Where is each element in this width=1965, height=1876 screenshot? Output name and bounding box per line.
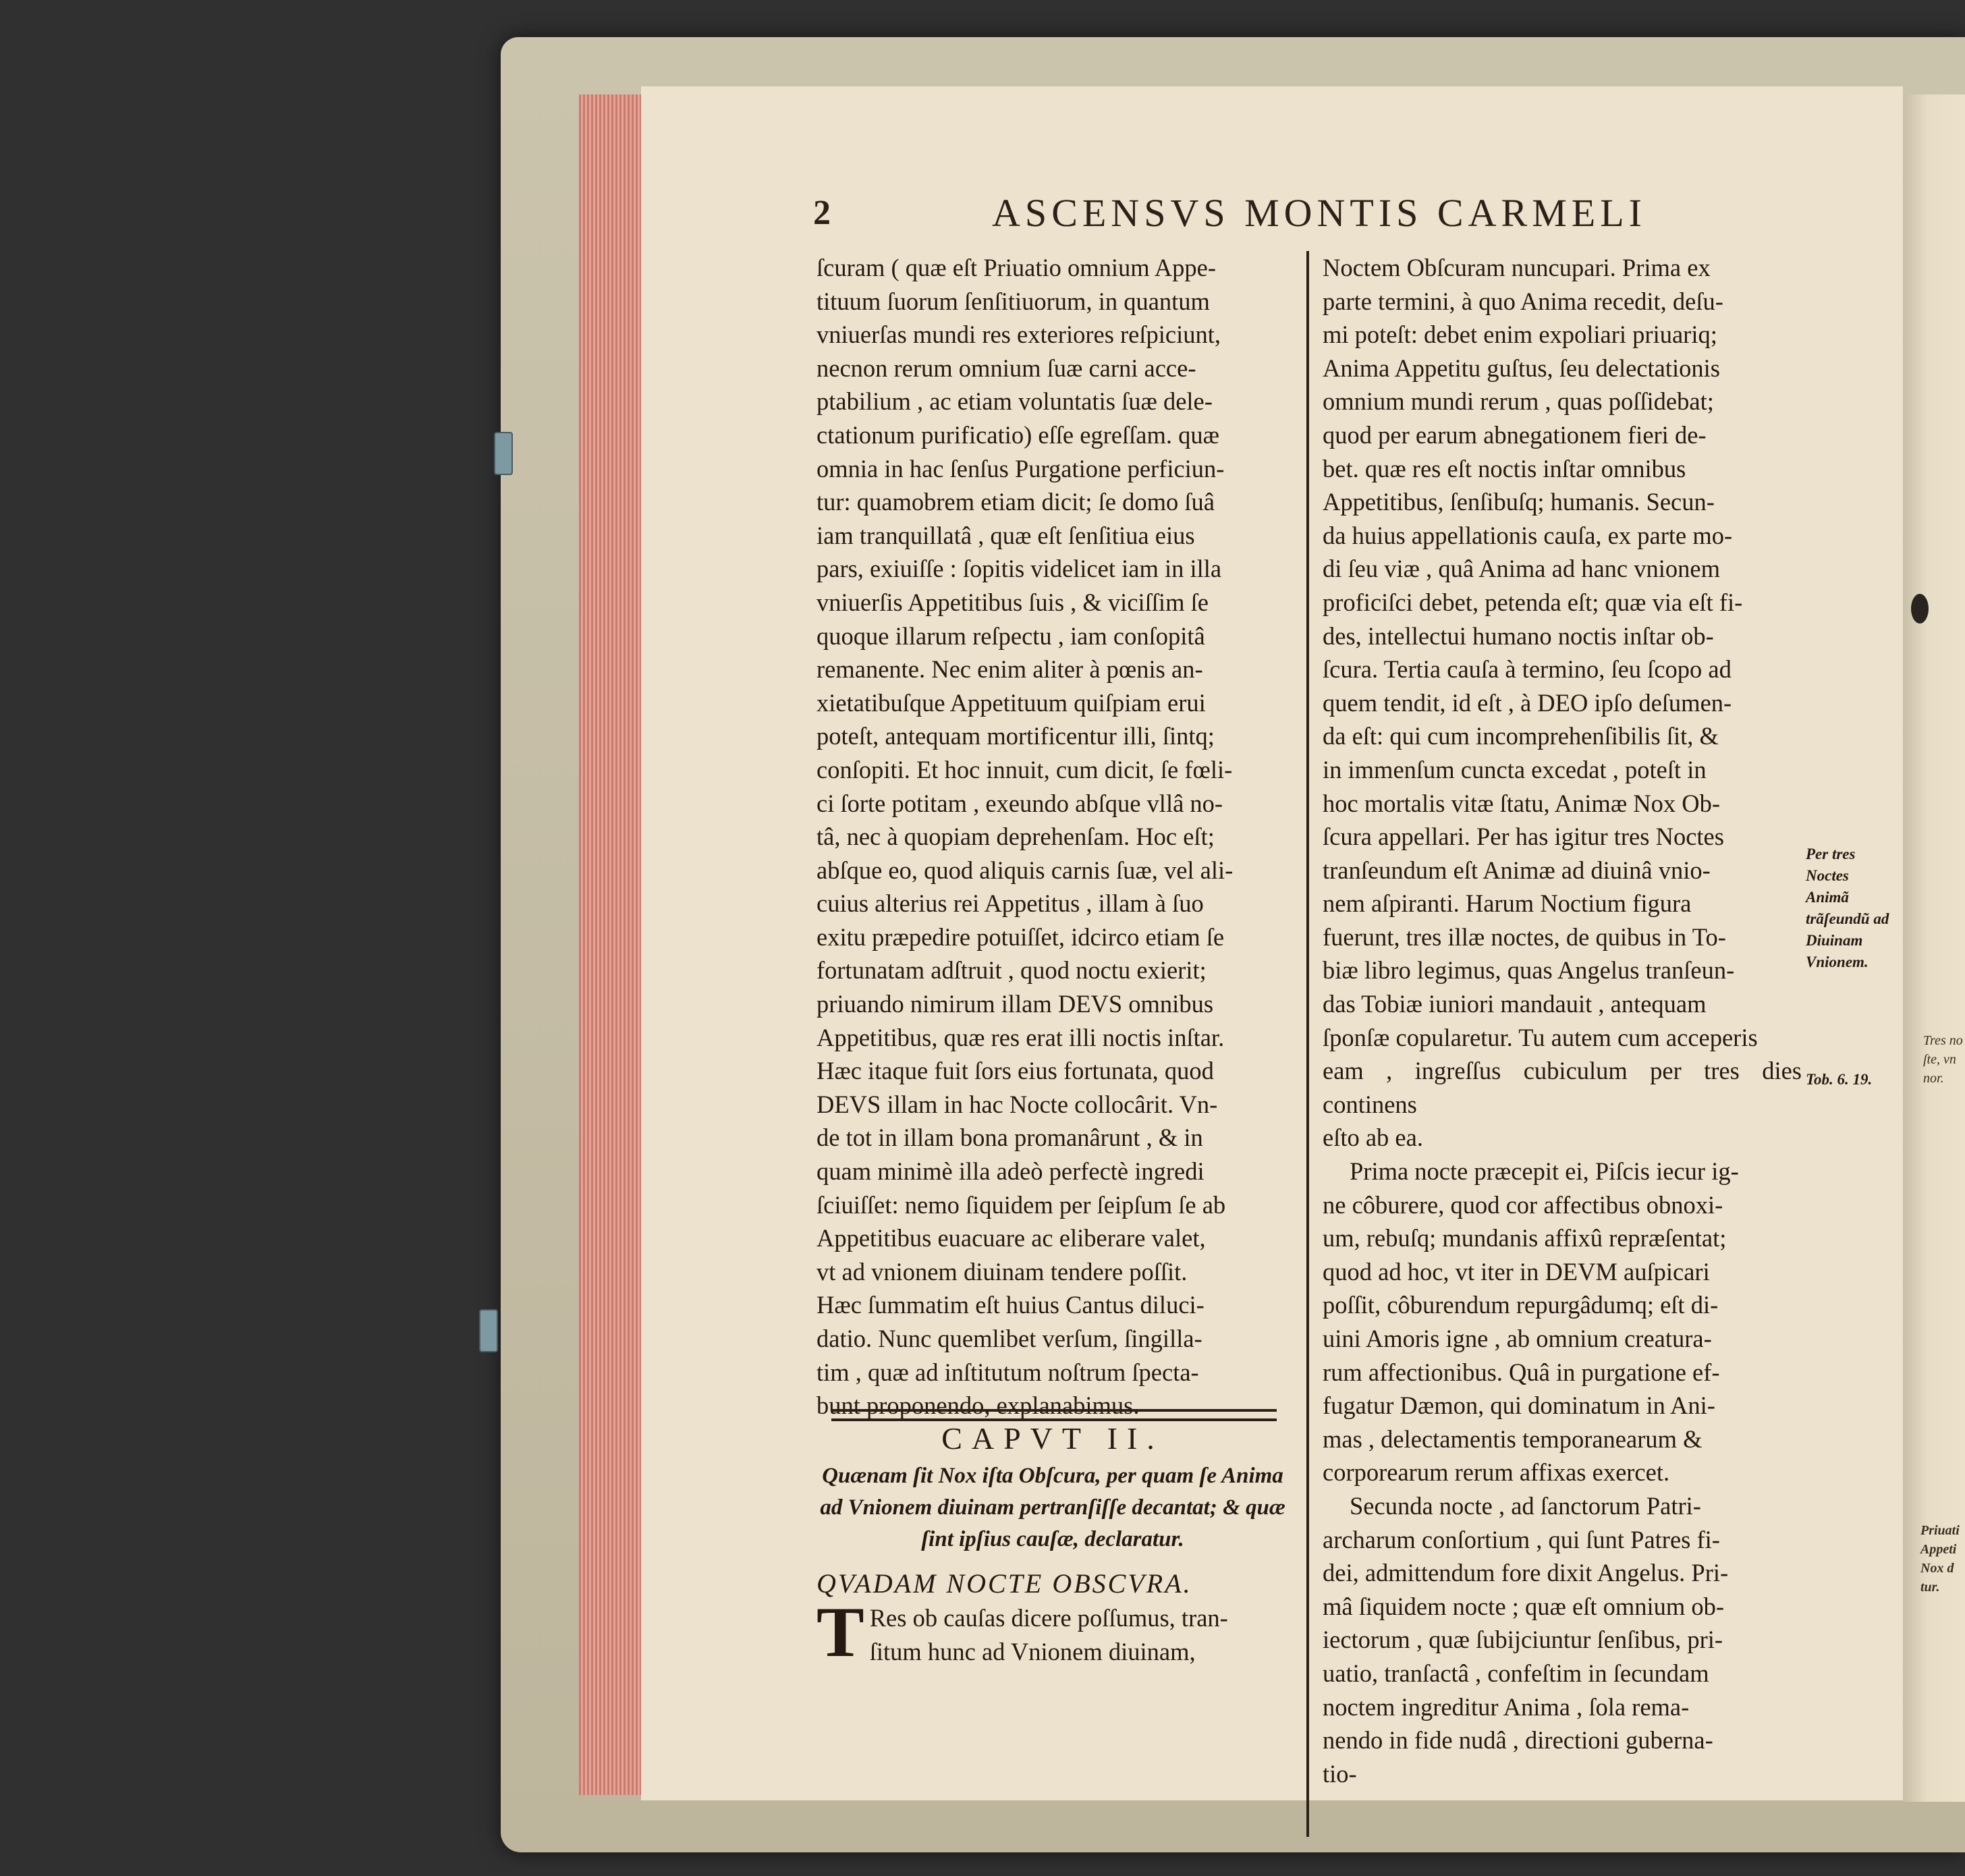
column-divider [1306,251,1309,1837]
text-line: ne côburere, quod cor affectibus obnoxi- [1323,1190,1723,1219]
text-line: ſcura appellari. Per has igitur tres Noctes [1323,823,1724,851]
text-line: tituum ſuorum ſenſitiuorum, in quantum [817,287,1210,315]
text-line: tim , quæ ad inſtitutum noſtrum ſpecta- [817,1358,1199,1386]
text-line: uini Amoris igne , ab omnium creatura- [1323,1325,1712,1352]
text-line: Noctem Obſcuram nuncupari. Prima ex [1323,254,1711,281]
text-line: necnon rerum omnium ſuæ carni acce- [817,354,1196,382]
chapter-title: CAPVT II. [941,1421,1164,1456]
text-line: tâ, nec à quopiam deprehenſam. Hoc eſt; [817,823,1215,851]
text-line: ci ſorte potitam , exeundo abſque vllâ no- [817,789,1223,817]
text-line: cuius alterius rei Appetitus , illam à ſuo [817,889,1204,918]
text-line: vniuerſas mundi res exteriores reſpiciunt, [817,321,1221,349]
text-line: archarum conſortium , qui ſunt Patres fi- [1323,1525,1720,1553]
right-text-column [1323,251,1802,1790]
text-line: abſque eo, quod aliquis carnis ſuæ, vel ali- [817,856,1234,884]
text-line: quam minimè illa adeò perfectè ingredi [817,1157,1205,1186]
margin-note-tobit-reference: Tob. 6. 19. [1806,1071,1873,1088]
text-line: dei, admittendum fore dixit Angelus. Pri- [1323,1559,1729,1587]
text-line: mas , delectamentis temporanearum & [1323,1425,1703,1453]
text-line: Anima Appetitu guſtus, ſeu delectationis [1323,354,1720,382]
text-line: conſopiti. Et hoc innuit, cum dicit, ſe fœli- [817,755,1233,783]
text-line: in immenſum cuncta excedat , poteſt in [1323,755,1707,783]
text-line: Prima nocte præcepit ei, Piſcis iecur ig- [1350,1157,1739,1186]
text-line: tur: quamobrem etiam dicit; ſe domo ſuâ [817,488,1215,516]
text-line: bunt proponendo, explanabimus. [817,1391,1140,1420]
ink-blot [1911,594,1929,624]
text-line: omnia in hac ſenſus Purgatione perficiun- [817,454,1225,482]
text-line: pars, exiuiſſe : ſopitis videlicet iam in illa [817,555,1222,583]
text-line: ctationum purificatio) eſſe egreſſam. quæ [817,420,1219,449]
text-line: da huius appellationis cauſa, ex parte mo- [1323,521,1733,549]
text-line: um, rebuſq; mundanis affixû repræſentat; [1323,1224,1727,1252]
text-line: eſto ab ea. [1323,1124,1423,1152]
text-line: biæ libro legimus, quas Angelus tranſeun- [1323,956,1735,985]
text-line: omnium mundi rerum , quas poſſidebat; [1323,387,1714,416]
verse-heading: QVADAM NOCTE OBSCVRA. [817,1568,1192,1599]
text-line: des, intellectui humano noctis inſtar ob- [1323,622,1714,650]
text-line: ptabilium , ac etiam voluntatis ſuæ dele- [817,387,1213,416]
text-line: priuando nimirum illam DEVS omnibus [817,990,1214,1018]
verse-text-line: Res ob cauſas dicere poſſumus, tran- [869,1604,1228,1632]
text-line: di ſeu viæ , quâ Anima ad hanc vnionem [1323,555,1720,583]
margin-note-per-tres-noctes: Per tres Noctes Animã trãſeundũ ad Diuinam Vnionem. [1806,846,1889,970]
text-line: nendo in fide nudâ , directioni guberna- [1323,1726,1713,1755]
book-clasp-upper [494,432,513,475]
text-line: parte termini, à quo Anima recedit, deſu- [1323,287,1723,315]
text-line: iectorum , quæ ſubijciuntur ſenſibus, pri- [1323,1626,1723,1654]
text-line: ſcuram ( quæ eſt Priuatio omnium Appe- [817,254,1217,281]
text-line: eam , ingreſſus cubiculum per tres dies continens [1323,1057,1802,1118]
text-line: xietatibuſque Appetituum quiſpiam erui [817,688,1206,717]
text-line: ſciuiſſet: nemo ſiquidem per ſeipſum ſe ab [817,1190,1226,1219]
text-line: fuerunt, tres illæ noctes, de quibus in To- [1323,922,1726,951]
book-clasp-lower [479,1309,498,1352]
text-line: uatio, tranſactâ , confeſtim in ſecundam [1323,1659,1709,1687]
text-line: hoc mortalis vitæ ſtatu, Animæ Nox Ob- [1323,789,1721,817]
text-line: das Tobiæ iuniori mandauit , antequam [1323,990,1707,1018]
facing-page-fragment: Priuati Appeti Nox d tur. [1920,1523,1960,1595]
text-line: Secunda nocte , ad ſanctorum Patri- [1350,1491,1701,1520]
text-line: ſponſæ copularetur. Tu autem cum acceperis [1323,1023,1758,1051]
text-line: quod per earum abnegationem fieri de- [1323,420,1707,449]
text-line: datio. Nunc quemlibet verſum, ſingilla- [817,1325,1202,1352]
chapter-summary: Quænam ſit Nox iſta Obſcura, per quam ſe Anima ad Vnionem diuinam pertranſiſſe decantat; & quæ ſint ipſius cauſæ, declaratur. [820,1464,1285,1551]
verse-text [817,1593,1289,1672]
chapter-block [817,1418,1289,1672]
drop-cap: T [817,1593,864,1672]
text-line: tranſeundum eſt Animæ ad diuinâ vnio- [1323,856,1711,884]
text-line: rum affectionibus. Quâ in purgatione ef- [1323,1358,1720,1386]
text-line: Hæc ſummatim eſt huius Cantus diluci- [817,1291,1205,1319]
text-line: ſcura. Tertia cauſa à termino, ſeu ſcopo ad [1323,655,1732,684]
text-line: quoque illarum reſpectu , iam conſopitâ [817,622,1205,650]
text-line: Hæc itaque fuit ſors eius fortunata, quod [817,1057,1214,1085]
text-line: de tot in illam bona promanârunt , & in [817,1124,1203,1152]
text-line: Appetitibus, ſenſibuſq; humanis. Secun- [1323,488,1715,516]
text-line: iam tranquillatâ , quæ eſt ſenſitiua eius [817,521,1195,549]
text-line: nem aſpiranti. Harum Noctium figura [1323,889,1692,918]
text-line: fugatur Dæmon, qui dominatum in Ani- [1323,1391,1715,1420]
text-line: exitu præpedire potuiſſet, idcirco etiam ſe [817,922,1225,951]
text-line: noctem ingreditur Anima , ſola rema- [1323,1692,1690,1721]
facing-page-fragment: Tres no ſte, vn nor. [1923,1033,1963,1086]
page-number: 2 [813,193,831,232]
text-line: corporearum rerum affixas exercet. [1323,1458,1670,1487]
text-line: mi poteſt: debet enim expoliari priuariq; [1323,321,1717,349]
text-line: poteſt, antequam mortificentur illi, ſintq; [817,722,1215,750]
text-line: da eſt: qui cum incomprehenſibilis ſit, & [1323,722,1719,750]
text-line: vt ad vnionem diuinam tendere poſſit. [817,1257,1188,1286]
running-head: ASCENSVS MONTIS CARMELI [992,190,1646,235]
left-text-column [817,251,1289,1423]
text-line: Appetitibus euacuare ac eliberare valet, [817,1224,1206,1252]
text-line: vniuerſis Appetitibus ſuis , & viciſſim ſe [817,588,1209,616]
text-line: poſſit, côburendum repurgâdumq; eſt di- [1323,1291,1719,1319]
text-line: quem tendit, id eſt , à DEO ipſo deſumen- [1323,688,1732,717]
verse-text-line: ſitum hunc ad Vnionem diuinam, [869,1637,1196,1665]
text-line: quod ad hoc, vt iter in DEVM auſpicari [1323,1257,1710,1286]
text-line: fortunatam adſtruit , quod noctu exierit; [817,956,1207,985]
text-line: bet. quæ res eſt noctis inſtar omnibus [1323,454,1686,482]
text-line: DEVS illam in hac Nocte collocârit. Vn- [817,1090,1218,1118]
text-line: Appetitibus, quæ res erat illi noctis inſtar. [817,1023,1225,1051]
text-line: mâ ſiquidem nocte ; quæ eſt omnium ob- [1323,1592,1725,1620]
page-header [813,189,1798,236]
text-line: remanente. Nec enim aliter à pœnis an- [817,655,1203,684]
text-line: proficiſci debet, petenda eſt; quæ via eſt fi- [1323,588,1743,616]
text-line: tio- [1323,1759,1357,1788]
